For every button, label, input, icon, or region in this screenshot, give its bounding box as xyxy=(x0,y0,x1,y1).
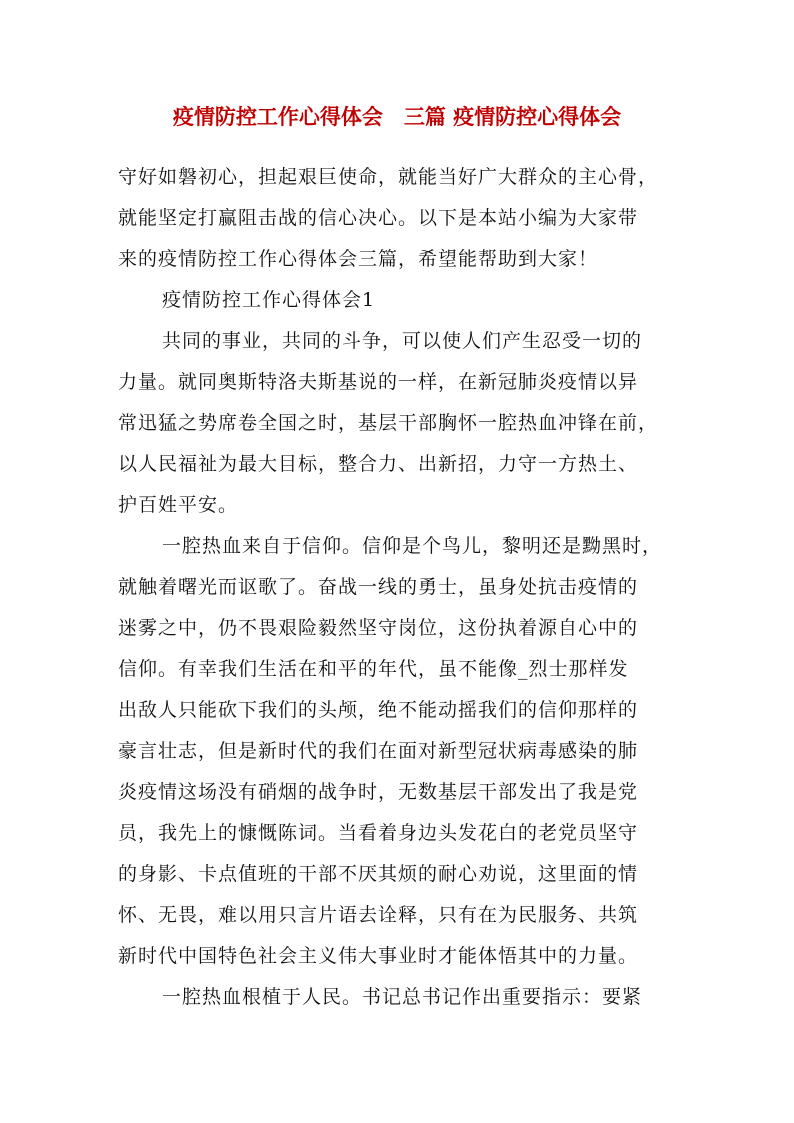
text-line-13: 信仰。有幸我们生活在和平的年代，虽不能像_烈士那样发 xyxy=(118,658,629,680)
text-line-12: 迷雾之中，仍不畏艰险毅然坚守岗位，这份执着源自心中的 xyxy=(118,617,639,639)
text-line-11: 就触着曙光而讴歌了。奋战一线的勇士，虽身处抗击疫情的 xyxy=(118,576,639,598)
text-line-9: 护百姓平安。 xyxy=(118,494,239,516)
text-line-21: 一腔热血根植于人民。书记总书记作出重要指示：要紧 xyxy=(162,986,643,1008)
text-line-14: 出敌人只能砍下我们的头颅，绝不能动摇我们的信仰那样的 xyxy=(118,699,639,721)
text-line-19: 怀、无畏，难以用只言片语去诠释，只有在为民服务、共筑 xyxy=(118,904,639,926)
text-line-7: 常迅猛之势席卷全国之时，基层干部胸怀一腔热血冲锋在前， xyxy=(118,412,659,434)
text-line-1: 守好如磐初心，担起艰巨使命，就能当好广大群众的主心骨， xyxy=(118,166,659,188)
text-line-17: 员，我先上的慷慨陈词。当看着身边头发花白的老党员坚守 xyxy=(118,822,639,844)
text-line-5: 共同的事业，共同的斗争，可以使人们产生忍受一切的 xyxy=(162,330,643,352)
text-line-8: 以人民福祉为最大目标，整合力、出新招，力守一方热土、 xyxy=(118,453,639,475)
text-line-2: 就能坚定打赢阻击战的信心决心。以下是本站小编为大家带 xyxy=(118,207,639,229)
text-line-18: 的身影、卡点值班的干部不厌其烦的耐心劝说，这里面的情 xyxy=(118,863,639,885)
text-line-15: 豪言壮志，但是新时代的我们在面对新型冠状病毒感染的肺 xyxy=(118,740,639,762)
text-line-16: 炎疫情这场没有硝烟的战争时，无数基层干部发出了我是党 xyxy=(118,781,639,803)
text-line-20: 新时代中国特色社会主义伟大事业时才能体悟其中的力量。 xyxy=(118,945,639,967)
text-line-3: 来的疫情防控工作心得体会三篇，希望能帮助到大家！ xyxy=(118,248,599,270)
text-line-6: 力量。就同奥斯特洛夫斯基说的一样，在新冠肺炎疫情以异 xyxy=(118,371,639,393)
document-body xyxy=(118,157,686,1018)
document-title: 疫情防控工作心得体会 三篇 疫情防控心得体会 xyxy=(172,104,622,129)
text-line-10: 一腔热血来自于信仰。信仰是个鸟儿，黎明还是黝黑时， xyxy=(162,535,663,557)
section-heading: 疫情防控工作心得体会1 xyxy=(162,289,376,311)
